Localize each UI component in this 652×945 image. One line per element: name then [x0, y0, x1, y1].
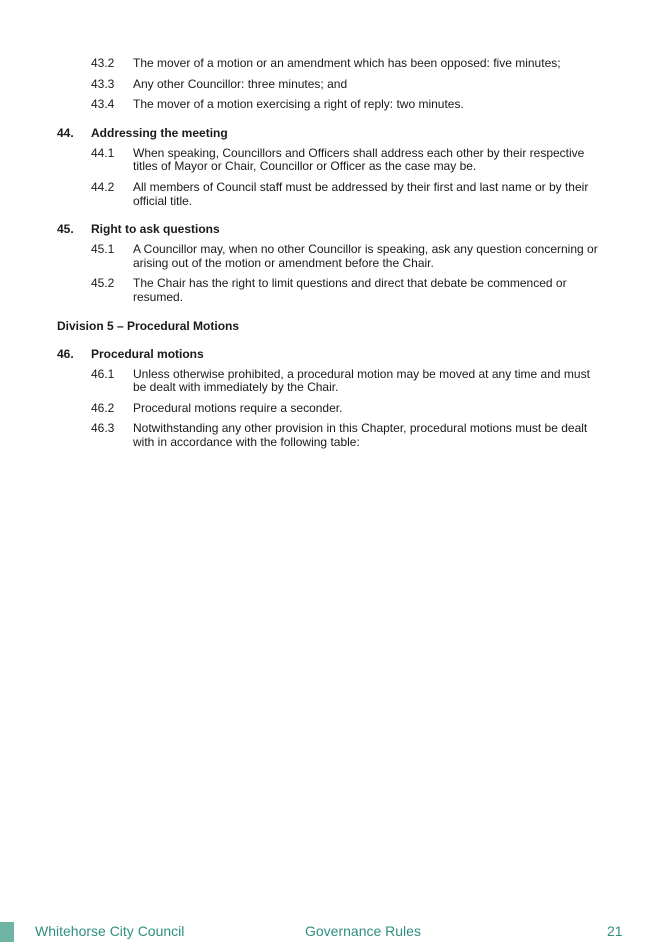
- clause-43-4: [0, 98, 652, 112]
- footer-page-number: 21: [607, 923, 623, 939]
- clause-text: When speaking, Councillors and Officers shall address each other by their respective titles of Mayor or Chair, Councillor or Officer as the case may be.: [133, 145, 585, 174]
- section-number: 44.: [57, 125, 74, 140]
- section-title: Right to ask questions: [91, 222, 220, 237]
- footer-accent-bar: [0, 922, 14, 942]
- footer-document-title: Governance Rules: [305, 923, 421, 939]
- clause-number: 43.4: [91, 97, 115, 112]
- clause-43-2: [0, 57, 652, 71]
- document-body: [0, 57, 652, 450]
- section-title: Addressing the meeting: [91, 125, 228, 140]
- clause-43-3: [0, 78, 652, 92]
- clause-number: 44.2: [91, 179, 115, 194]
- clause-45-2: [0, 277, 652, 304]
- clause-44-1: [0, 147, 652, 174]
- clause-number: 43.2: [91, 56, 115, 70]
- clause-text: Notwithstanding any other provision in this Chapter, procedural motions must be dealt with in accordance with the following table:: [133, 421, 588, 449]
- section-title: Procedural motions: [91, 346, 204, 361]
- section-heading-45: [0, 222, 652, 236]
- clause-45-1: [0, 243, 652, 270]
- footer-organisation: Whitehorse City Council: [35, 923, 185, 939]
- clause-text: A Councillor may, when no other Councillor is speaking, ask any question concerning or arising out of the motion or amendment before the Chair.: [133, 242, 598, 270]
- clause-text: All members of Council staff must be addressed by their first and last name or by their official title.: [133, 179, 589, 208]
- clause-text: The mover of a motion or an amendment which has been opposed: five minutes;: [133, 56, 561, 70]
- section-number: 46.: [57, 346, 74, 361]
- clause-46-2: [0, 402, 652, 416]
- clause-text: Procedural motions require a seconder.: [133, 400, 343, 415]
- clause-text: The mover of a motion exercising a right of reply: two minutes.: [133, 97, 464, 112]
- clause-number: 46.1: [91, 366, 115, 381]
- clause-number: 44.1: [91, 145, 115, 160]
- clause-text: Unless otherwise prohibited, a procedural motion may be moved at any time and must be dealt with immediately by the Chair.: [133, 366, 590, 395]
- clause-number: 45.1: [91, 242, 115, 257]
- section-number: 45.: [57, 222, 74, 237]
- clause-text: The Chair has the right to limit questions and direct that debate be commenced or resumed.: [133, 276, 567, 304]
- clause-44-2: [0, 181, 652, 208]
- clause-46-3: [0, 422, 652, 449]
- clause-number: 46.3: [91, 421, 115, 436]
- clause-number: 46.2: [91, 400, 115, 415]
- clause-46-1: [0, 368, 652, 395]
- section-heading-44: [0, 126, 652, 140]
- clause-number: 43.3: [91, 76, 115, 91]
- division-heading: Division 5 – Procedural Motions: [57, 318, 240, 333]
- clause-text: Any other Councillor: three minutes; and: [133, 76, 348, 91]
- section-heading-46: [0, 347, 652, 361]
- clause-number: 45.2: [91, 276, 115, 291]
